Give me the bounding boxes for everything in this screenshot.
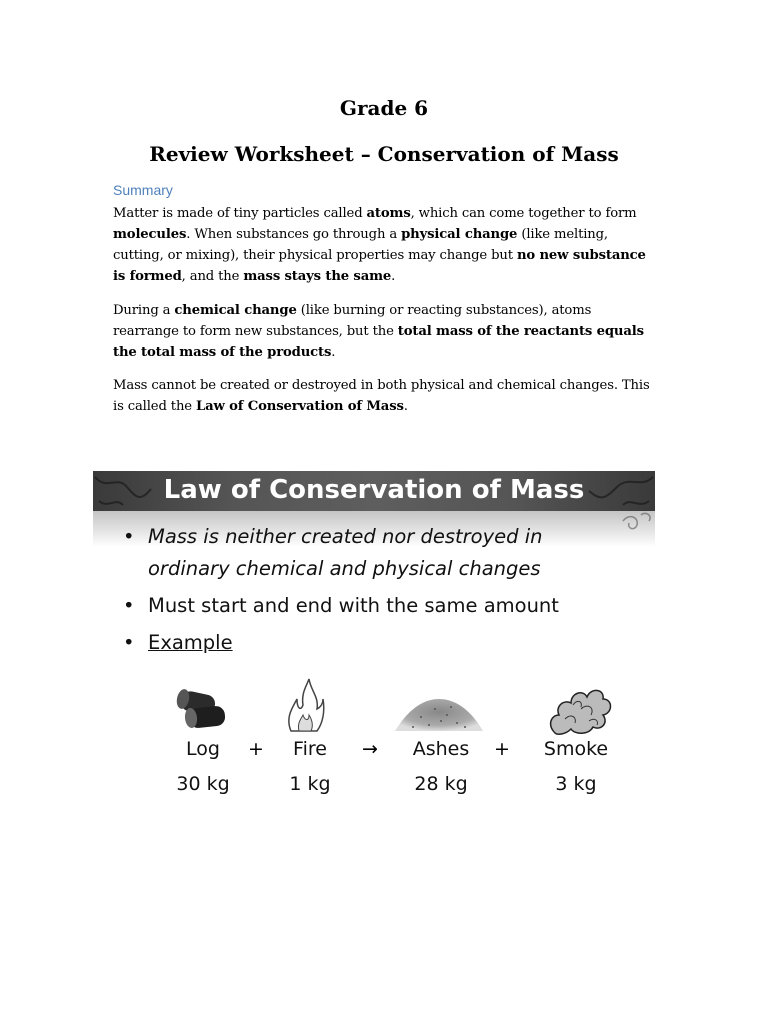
operator-arrow: →: [362, 738, 378, 760]
conservation-slide-image: [93, 471, 655, 821]
bullet-example: • Example: [123, 627, 578, 659]
example-label-log: Log: [186, 738, 220, 760]
bullet-same-amount: • Must start and end with the same amount: [123, 590, 578, 622]
example-mass-log: 30 kg: [176, 773, 230, 795]
summary-paragraph-2: During a chemical change (like burning or reacting substances), atoms rearrange to form new substances, but the total mass of the reactants equals the total mass of the products.: [113, 303, 644, 360]
operator-plus-2: +: [494, 738, 510, 760]
operator-plus-1: +: [248, 738, 264, 760]
ashes-icon: [391, 695, 487, 735]
slide-bullet-list: [123, 521, 578, 659]
example-mass-fire: 1 kg: [289, 773, 331, 795]
example-mass-ashes: 28 kg: [414, 773, 468, 795]
worksheet-title: Review Worksheet – Conservation of Mass: [149, 142, 619, 166]
summary-paragraph-1: Matter is made of tiny particles called atoms, which can come together to form molecules. When substances go through a physical change (like melting, cutting, or mixing), their physical properties may change but no new substance is formed, and the mass stays the same.: [113, 206, 646, 284]
example-label-ashes: Ashes: [412, 738, 470, 760]
example-label-smoke: Smoke: [543, 738, 609, 760]
grade-heading: Grade 6: [339, 96, 429, 120]
slide-title: Law of Conservation of Mass: [163, 475, 585, 505]
summary-heading: Summary: [113, 182, 173, 198]
smoke-icon: [545, 669, 615, 735]
bullet-mass-neither-created: • Mass is neither created nor destroyed in ordinary chemical and physical changes: [123, 521, 578, 585]
example-mass-smoke: 3 kg: [555, 773, 597, 795]
log-icon: [175, 685, 231, 733]
example-label-fire: Fire: [293, 738, 327, 760]
fire-icon: [285, 677, 325, 733]
summary-paragraph-3: Mass cannot be created or destroyed in both physical and chemical changes. This is called the Law of Conservation of Mass.: [113, 378, 650, 414]
